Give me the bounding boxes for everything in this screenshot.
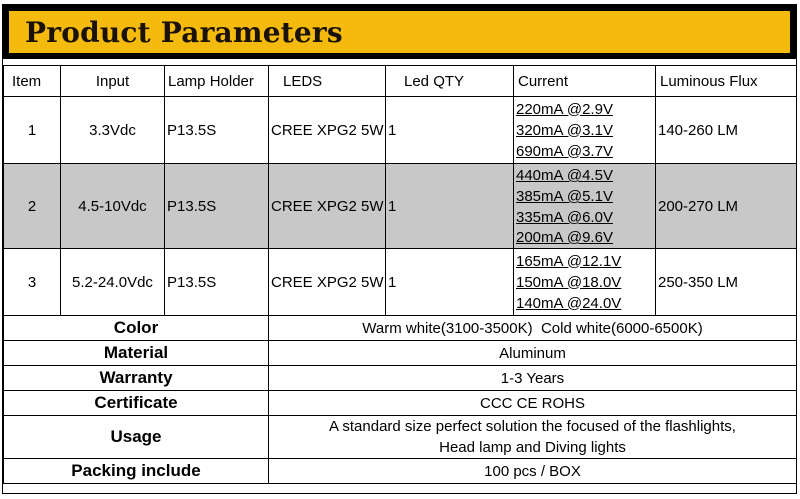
header-leds: LEDS bbox=[269, 66, 386, 97]
current-value: 440mA @4.5V bbox=[516, 167, 613, 184]
current-value: 220mA @2.9V bbox=[516, 100, 613, 118]
cell-leds: CREE XPG2 5W bbox=[269, 249, 386, 316]
header-row bbox=[4, 66, 797, 97]
usage-line: A standard size perfect solution the focused of the flashlights, bbox=[329, 418, 736, 435]
spec-value bbox=[269, 416, 797, 459]
header-current: Current bbox=[514, 66, 656, 97]
cell-current bbox=[514, 249, 656, 316]
spec-row-packing bbox=[4, 459, 797, 484]
spec-row-material bbox=[4, 341, 797, 366]
cell-item: 1 bbox=[4, 97, 61, 164]
header-item: Item bbox=[4, 66, 61, 97]
current-value: 165mA @12.1V bbox=[516, 252, 622, 270]
spec-row-warranty bbox=[4, 366, 797, 391]
header-led-qty: Led QTY bbox=[386, 66, 514, 97]
spec-value: 100 pcs / BOX bbox=[269, 459, 797, 484]
parameters-table bbox=[3, 65, 797, 484]
cell-current bbox=[514, 164, 656, 249]
current-value: 140mA @24.0V bbox=[516, 294, 622, 312]
current-value: 150mA @18.0V bbox=[516, 273, 622, 291]
title-banner-fill bbox=[9, 11, 790, 53]
cell-holder: P13.5S bbox=[165, 249, 269, 316]
title-banner bbox=[3, 5, 796, 59]
cell-leds: CREE XPG2 5W bbox=[269, 164, 386, 249]
spec-label: Certificate bbox=[4, 391, 269, 416]
spec-row-color bbox=[4, 316, 797, 341]
table-row bbox=[4, 249, 797, 316]
spec-value: Warm white(3100-3500K) Cold white(6000-6500K) bbox=[269, 316, 797, 341]
spec-row-certificate bbox=[4, 391, 797, 416]
spec-label: Color bbox=[4, 316, 269, 341]
cell-holder: P13.5S bbox=[165, 97, 269, 164]
spec-label: Usage bbox=[4, 416, 269, 459]
cell-input: 5.2-24.0Vdc bbox=[61, 249, 165, 316]
cell-input: 3.3Vdc bbox=[61, 97, 165, 164]
current-value: 335mA @6.0V bbox=[516, 209, 613, 226]
cell-holder: P13.5S bbox=[165, 164, 269, 249]
spec-label: Warranty bbox=[4, 366, 269, 391]
header-input: Input bbox=[61, 66, 165, 97]
current-value: 320mA @3.1V bbox=[516, 121, 613, 139]
cell-current bbox=[514, 97, 656, 164]
cell-item: 3 bbox=[4, 249, 61, 316]
header-lamp-holder: Lamp Holder bbox=[165, 66, 269, 97]
table-row bbox=[4, 164, 797, 249]
cell-flux: 200-270 LM bbox=[656, 164, 797, 249]
spec-row-usage bbox=[4, 416, 797, 459]
usage-line: Head lamp and Diving lights bbox=[439, 439, 626, 456]
cell-qty: 1 bbox=[386, 249, 514, 316]
current-value: 690mA @3.7V bbox=[516, 142, 613, 160]
page-title: Product Parameters bbox=[25, 15, 343, 49]
cell-qty: 1 bbox=[386, 164, 514, 249]
header-luminous-flux: Luminous Flux bbox=[656, 66, 797, 97]
current-value: 200mA @9.6V bbox=[516, 229, 613, 246]
cell-qty: 1 bbox=[386, 97, 514, 164]
spec-value: 1-3 Years bbox=[269, 366, 797, 391]
table-row bbox=[4, 97, 797, 164]
cell-item: 2 bbox=[4, 164, 61, 249]
cell-flux: 250-350 LM bbox=[656, 249, 797, 316]
spec-value: Aluminum bbox=[269, 341, 797, 366]
current-value: 385mA @5.1V bbox=[516, 188, 613, 205]
cell-leds: CREE XPG2 5W bbox=[269, 97, 386, 164]
parameters-sheet bbox=[2, 4, 797, 494]
cell-flux: 140-260 LM bbox=[656, 97, 797, 164]
spec-label: Material bbox=[4, 341, 269, 366]
spec-value: CCC CE ROHS bbox=[269, 391, 797, 416]
cell-input: 4.5-10Vdc bbox=[61, 164, 165, 249]
spec-label: Packing include bbox=[4, 459, 269, 484]
